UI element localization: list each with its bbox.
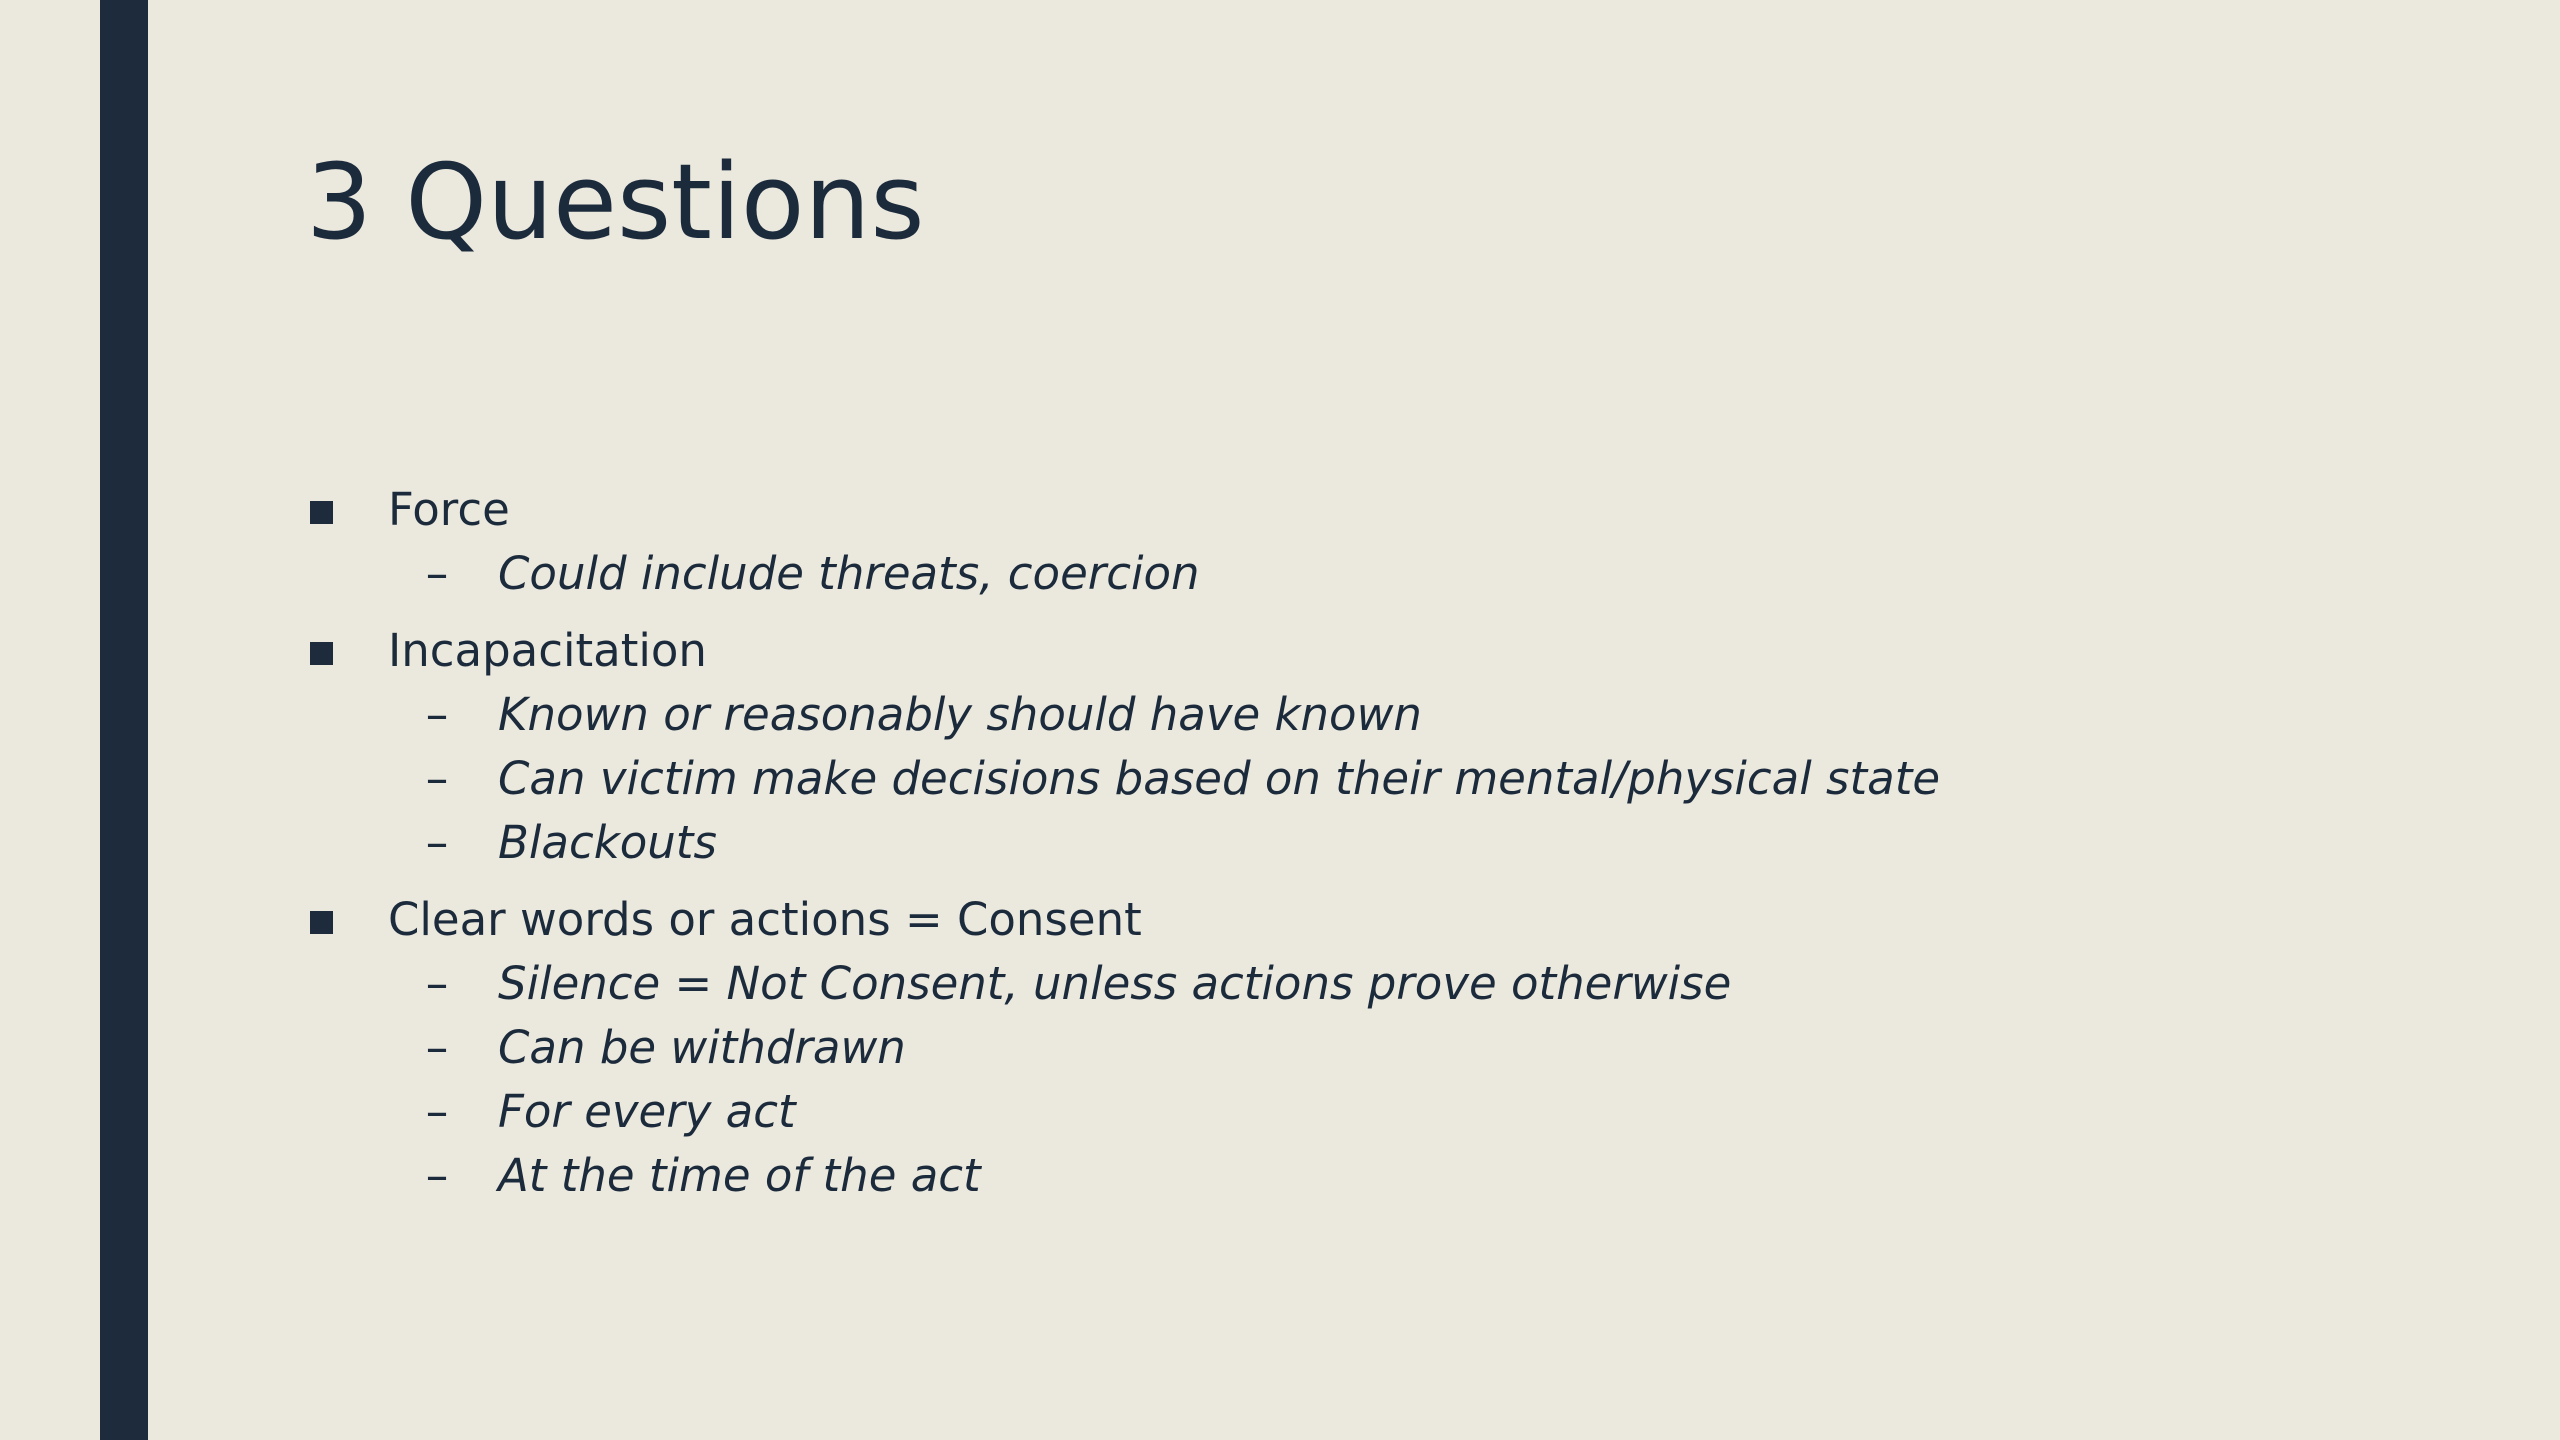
dash-bullet-icon: – bbox=[425, 547, 449, 600]
bullet-incapacitation bbox=[306, 619, 2356, 875]
bullet-force bbox=[306, 478, 2356, 606]
dash-bullet-icon: – bbox=[425, 688, 449, 741]
sub-bullet-text: Can be withdrawn bbox=[498, 1021, 906, 1074]
sub-list-force bbox=[306, 542, 2356, 606]
sub-bullet bbox=[306, 952, 2356, 1016]
bullet-main-incapacitation bbox=[306, 619, 2356, 683]
square-bullet-icon bbox=[310, 911, 333, 934]
sub-list-consent bbox=[306, 952, 2356, 1208]
sub-bullet-text: For every act bbox=[498, 1085, 796, 1138]
sub-bullet-text: Known or reasonably should have known bbox=[498, 688, 1422, 741]
dash-bullet-icon: – bbox=[425, 1021, 449, 1074]
left-accent-bar bbox=[100, 0, 148, 1440]
sub-bullet bbox=[306, 1080, 2356, 1144]
dash-bullet-icon: – bbox=[425, 957, 449, 1010]
bullet-label: Clear words or actions = Consent bbox=[388, 893, 1142, 946]
sub-bullet-text: Could include threats, coercion bbox=[498, 547, 1200, 600]
dash-bullet-icon: – bbox=[425, 1149, 449, 1202]
sub-bullet bbox=[306, 683, 2356, 747]
bullet-consent bbox=[306, 888, 2356, 1208]
slide-title: 3 Questions bbox=[306, 141, 925, 263]
sub-bullet-text: Blackouts bbox=[498, 816, 717, 869]
square-bullet-icon bbox=[310, 501, 333, 524]
dash-bullet-icon: – bbox=[425, 1085, 449, 1138]
bullet-label: Force bbox=[388, 483, 510, 536]
sub-bullet-text: At the time of the act bbox=[498, 1149, 981, 1202]
bullet-main-consent bbox=[306, 888, 2356, 952]
sub-bullet bbox=[306, 811, 2356, 875]
bullet-main-force bbox=[306, 478, 2356, 542]
sub-bullet-text: Can victim make decisions based on their mental/physical state bbox=[498, 752, 1941, 805]
sub-bullet bbox=[306, 747, 2356, 811]
sub-bullet-text: Silence = Not Consent, unless actions prove otherwise bbox=[498, 957, 1732, 1010]
sub-bullet bbox=[306, 542, 2356, 606]
dash-bullet-icon: – bbox=[425, 816, 449, 869]
square-bullet-icon bbox=[310, 642, 333, 665]
sub-bullet bbox=[306, 1016, 2356, 1080]
dash-bullet-icon: – bbox=[425, 752, 449, 805]
slide-content bbox=[306, 478, 2356, 1221]
sub-list-incapacitation bbox=[306, 683, 2356, 875]
bullet-label: Incapacitation bbox=[388, 624, 707, 677]
sub-bullet bbox=[306, 1144, 2356, 1208]
